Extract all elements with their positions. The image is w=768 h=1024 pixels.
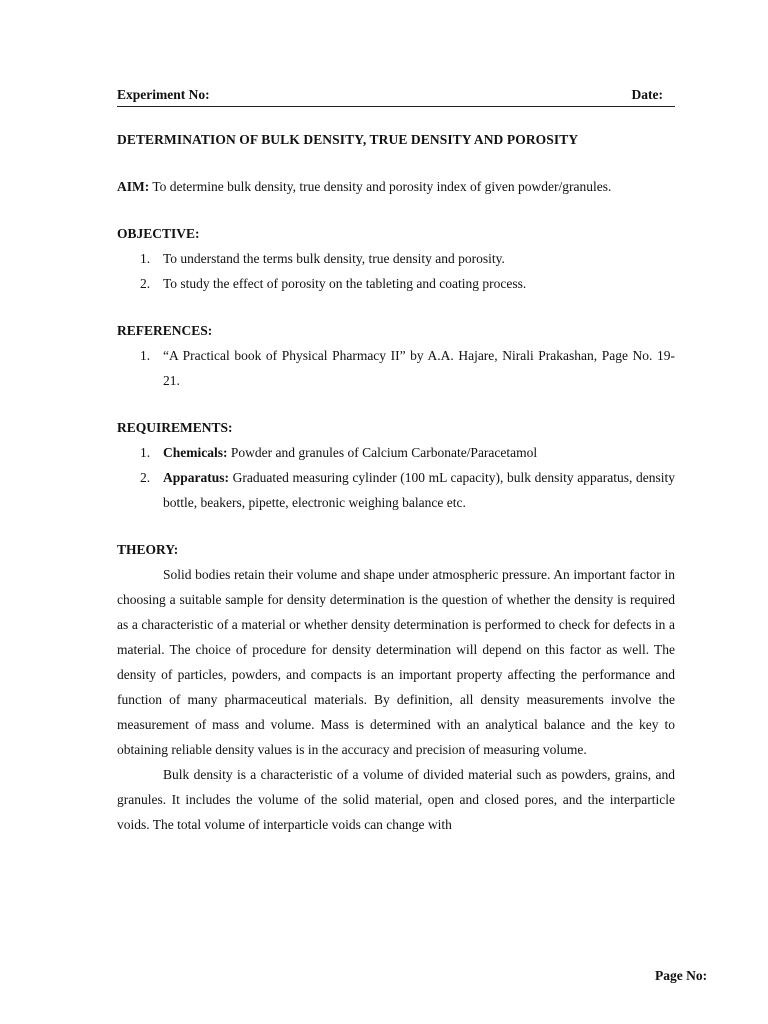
- list-item-text: To understand the terms bulk density, true density and porosity.: [163, 251, 505, 266]
- chemicals-text: Powder and granules of Calcium Carbonate/Paracetamol: [227, 445, 538, 460]
- list-item-number: 2.: [140, 276, 151, 291]
- list-item-number: 2.: [140, 470, 151, 485]
- aim-section: [117, 174, 675, 199]
- list-item-number: 1.: [140, 348, 151, 363]
- theory-heading: THEORY:: [117, 542, 179, 557]
- list-item: [117, 465, 675, 515]
- list-item-number: 1.: [140, 445, 151, 460]
- references-heading: REFERENCES:: [117, 323, 213, 338]
- requirements-list: [117, 440, 675, 515]
- requirements-heading: REQUIREMENTS:: [117, 420, 233, 435]
- apparatus-label: Apparatus:: [163, 470, 230, 485]
- theory-body: [117, 562, 675, 837]
- document-page: [117, 84, 675, 837]
- date-label: Date:: [631, 87, 663, 102]
- objective-list: [117, 246, 675, 296]
- document-header: [117, 84, 675, 107]
- aim-label: AIM:: [117, 179, 150, 194]
- list-item: [117, 246, 675, 271]
- aim-text: To determine bulk density, true density and porosity index of given powder/granules.: [149, 179, 612, 194]
- apparatus-text: Graduated measuring cylinder (100 mL capacity), bulk density apparatus, density bottle, beakers, pipette, electronic weighing balance etc.: [163, 470, 675, 510]
- objective-heading: OBJECTIVE:: [117, 226, 200, 241]
- references-list: [117, 343, 675, 393]
- list-item-text: [163, 465, 675, 515]
- list-item: [117, 271, 675, 296]
- document-title: DETERMINATION OF BULK DENSITY, TRUE DENSITY AND POROSITY: [117, 132, 579, 147]
- list-item: [117, 440, 675, 465]
- list-item: [117, 343, 675, 393]
- list-item-text: [163, 440, 675, 465]
- chemicals-label: Chemicals:: [163, 445, 228, 460]
- list-item-text: To study the effect of porosity on the tableting and coating process.: [163, 276, 527, 291]
- theory-paragraph: Solid bodies retain their volume and shape under atmospheric pressure. An important factor in choosing a suitable sample for density determination is the question of whether the density is required as a characteristic of a material or whether density determination is performed to check for defects in a material. The choice of procedure for density determination will depend on this factor as well. The density of particles, powders, and compacts is an important property affecting the performance and function of many pharmaceutical materials. By definition, all density measurements involve the measurement of mass and volume. Mass is determined with an analytical balance and the key to obtaining reliable density values is in the accuracy and precision of measuring volume.: [117, 567, 675, 757]
- list-item-number: 1.: [140, 251, 151, 266]
- experiment-no-label: Experiment No:: [117, 87, 210, 102]
- page-number-label: Page No:: [655, 968, 708, 983]
- list-item-text: “A Practical book of Physical Pharmacy II” by A.A. Hajare, Nirali Prakashan, Page No. 19-21.: [163, 348, 675, 388]
- theory-paragraph: Bulk density is a characteristic of a volume of divided material such as powders, grains, and granules. It includes the volume of the solid material, open and closed pores, and the interparticle voids. The total volume of interparticle voids can change with: [117, 767, 675, 832]
